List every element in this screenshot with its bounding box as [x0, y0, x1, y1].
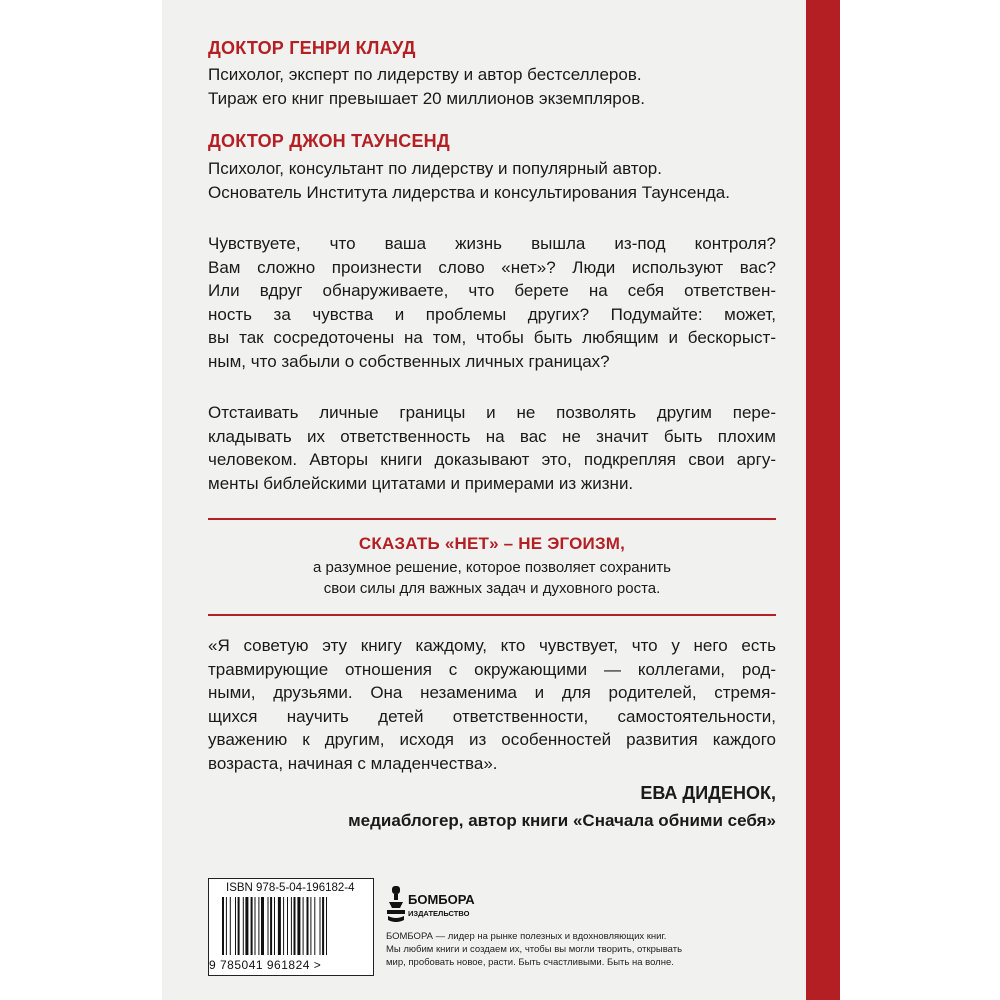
barcode-bars	[220, 897, 360, 957]
barcode-stripe	[283, 897, 284, 955]
paragraph-line: Или вдруг обнаруживаете, что берете на себя ответствен-	[208, 281, 776, 300]
paragraph-line: Вам сложно произнести слово «нет»? Люди используют вас?	[208, 257, 776, 277]
author2-bio-line: Психолог, консультант по лидерству и популярный автор.	[208, 159, 662, 178]
paragraph-line: Отстаивать личные границы и не позволять другим пере-	[208, 403, 776, 422]
author1-bio-line: Психолог, эксперт по лидерству и автор бестселлеров.	[208, 65, 642, 84]
paragraph-line: человеком. Авторы книги доказывают это, подкрепляя свои аргу-	[208, 450, 776, 469]
divider-bottom	[208, 614, 776, 616]
author2-bio-line: Основатель Института лидерства и консультирования Таунсенда.	[208, 182, 730, 202]
red-spine	[806, 0, 840, 1000]
barcode-stripe	[268, 897, 269, 955]
barcode-stripe	[303, 897, 304, 955]
barcode-stripe	[230, 897, 231, 955]
barcode-stripe	[258, 897, 259, 955]
author1-name: ДОКТОР ГЕНРИ КЛАУД	[208, 38, 416, 58]
description-paragraph-2	[208, 401, 776, 495]
barcode-stripe	[261, 897, 264, 955]
barcode-stripe	[270, 897, 272, 955]
quote-author-role: медиаблогер, автор книги «Сначала обними себя»	[348, 811, 776, 830]
slogan-line: свои силы для важных задач и духовного роста.	[323, 580, 661, 597]
paragraph-line: вы так сосредоточены на том, чтобы быть любящим и бескорыст-	[208, 328, 776, 347]
barcode-stripe	[245, 897, 248, 955]
bombora-logo-icon	[386, 884, 406, 924]
barcode-stripe	[235, 897, 236, 955]
publisher-blurb	[386, 930, 686, 969]
paragraph-line: менты библейскими цитатами и примерами из жизни.	[208, 473, 634, 493]
isbn-label: ISBN 978-5-04-196182-4	[226, 882, 355, 894]
testimonial-quote	[208, 634, 776, 775]
barcode-stripe	[222, 897, 224, 955]
quote-line: щихся научить детей ответственности, самостоятельности,	[208, 706, 776, 726]
barcode-stripe	[238, 897, 240, 955]
barcode-stripe	[297, 897, 300, 955]
barcode-stripe	[314, 897, 315, 955]
barcode-stripe	[291, 897, 292, 955]
barcode-stripe	[243, 897, 244, 955]
quote-author-name: ЕВА ДИДЕНОК,	[640, 783, 776, 803]
publisher-blurb-line: Мы любим книги и создаем их, чтобы вы могли творить, открывать	[386, 944, 683, 955]
slogan-text	[208, 557, 776, 599]
author2-bio	[208, 157, 788, 204]
author1-bio	[208, 63, 768, 110]
divider-top	[208, 518, 776, 520]
slogan-line: а разумное решение, которое позволяет сохранить	[312, 559, 671, 576]
author2-name: ДОКТОР ДЖОН ТАУНСЕНД	[208, 131, 450, 151]
publisher-name: БОМБОРА	[408, 892, 475, 907]
quote-line: травмирующие отношения с окружающими — коллегами, род-	[208, 659, 776, 679]
barcode-stripe	[320, 897, 321, 955]
barcode-stripe	[322, 897, 324, 955]
publisher-blurb-line: мир, пробовать новое, расти. Быть счастливыми. Быть на волне.	[386, 957, 674, 968]
barcode-stripe	[307, 897, 309, 955]
quote-line: возраста, начиная с младенчества».	[208, 753, 498, 773]
barcode-digits: 9 785041 961824 >	[209, 958, 322, 972]
author1-bio-line: Тираж его книг превышает 20 миллионов экземпляров.	[208, 88, 645, 108]
barcode-stripe	[294, 897, 296, 955]
barcode-stripe	[278, 897, 281, 955]
publisher-subtitle: ИЗДАТЕЛЬСТВО	[408, 909, 470, 918]
publisher-blurb-line: БОМБОРА — лидер на рынке полезных и вдохновляющих книг.	[386, 931, 667, 942]
quote-line: уважению к другим, исходя из особенностей развития каждого	[208, 730, 776, 749]
slogan-title: СКАЗАТЬ «НЕТ» – НЕ ЭГОИЗМ,	[358, 534, 626, 553]
barcode-stripe	[274, 897, 275, 955]
paragraph-line: Чувствуете, что ваша жизнь вышла из-под контроля?	[208, 234, 776, 253]
barcode-stripe	[310, 897, 311, 955]
barcode-stripe	[287, 897, 288, 955]
paragraph-line: ным, что забыли о собственных личных границах?	[208, 351, 610, 371]
barcode-stripe	[255, 897, 256, 955]
quote-line: ными, друзьями. Она незаменима и для родителей, стремя-	[208, 683, 776, 702]
barcode-stripe	[251, 897, 253, 955]
paragraph-line: кладывать их ответственность на вас не значит быть плохим	[208, 426, 776, 446]
description-paragraph-1	[208, 232, 776, 373]
barcode-stripe	[226, 897, 227, 955]
paragraph-line: ность за чувства и проблемы других? Подумайте: может,	[208, 304, 776, 324]
barcode-stripe	[326, 897, 327, 955]
quote-line: «Я советую эту книгу каждому, кто чувствует, что у него есть	[208, 636, 776, 655]
